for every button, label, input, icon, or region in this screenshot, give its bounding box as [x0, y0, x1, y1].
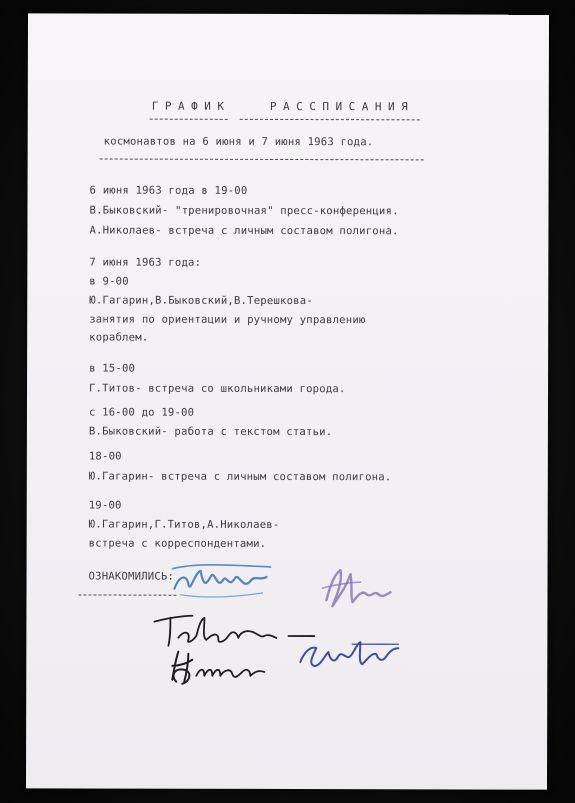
line-10: Г.Титов- встреча со школьниками города.	[89, 382, 346, 396]
signature-gagarin	[148, 608, 318, 650]
document-subtitle: космонавтов на 6 июня и 7 июня 1963 года.	[103, 135, 374, 149]
title-underline-left	[150, 119, 228, 120]
line-16: Ю.Гагарин,Г.Титов,А.Николаев-	[88, 518, 280, 531]
line-15: 19-00	[88, 499, 122, 512]
signature-nikolaev	[164, 646, 274, 688]
line-11: с 16-00 до 19-00	[88, 406, 195, 419]
line-6: Ю.Гагарин,В.Быковский,В.Терешкова-	[89, 294, 313, 308]
line-13: 18-00	[88, 450, 122, 463]
line-2: В.Быковский- "тренировочная" пресс-конференция.	[89, 204, 399, 218]
signature-bykovsky	[294, 634, 404, 674]
line-12: В.Быковский- работа с текстом статьи.	[88, 425, 333, 439]
line-8: кораблем.	[89, 331, 149, 344]
line-5: в 9-00	[89, 275, 129, 288]
line-17: встреча с корреспондентами.	[88, 537, 267, 550]
signature-tereshkova	[316, 564, 396, 612]
line-7: занятия по ориентации и ручному управлению	[89, 313, 366, 327]
acknowledged-underline	[78, 594, 176, 595]
line-1: 6 июня 1963 года в 19-00	[89, 184, 248, 197]
line-4: 7 июня 1963 года:	[89, 256, 202, 269]
line-3: А.Николаев- встреча с личным составом полигона.	[89, 224, 399, 238]
line-9: в 15-00	[89, 362, 136, 375]
title-underline-right	[240, 119, 420, 120]
signature-titov	[166, 559, 276, 604]
line-14: Ю.Гагарин- встреча с личным составом полигона.	[88, 470, 392, 484]
document-sheet	[26, 13, 549, 789]
subtitle-underline	[100, 159, 424, 161]
document-title: ГРАФИК РАССПИСАНИЯ	[151, 99, 415, 114]
acknowledged-label: ОЗНАКОМИЛИСЬ:	[88, 570, 175, 583]
